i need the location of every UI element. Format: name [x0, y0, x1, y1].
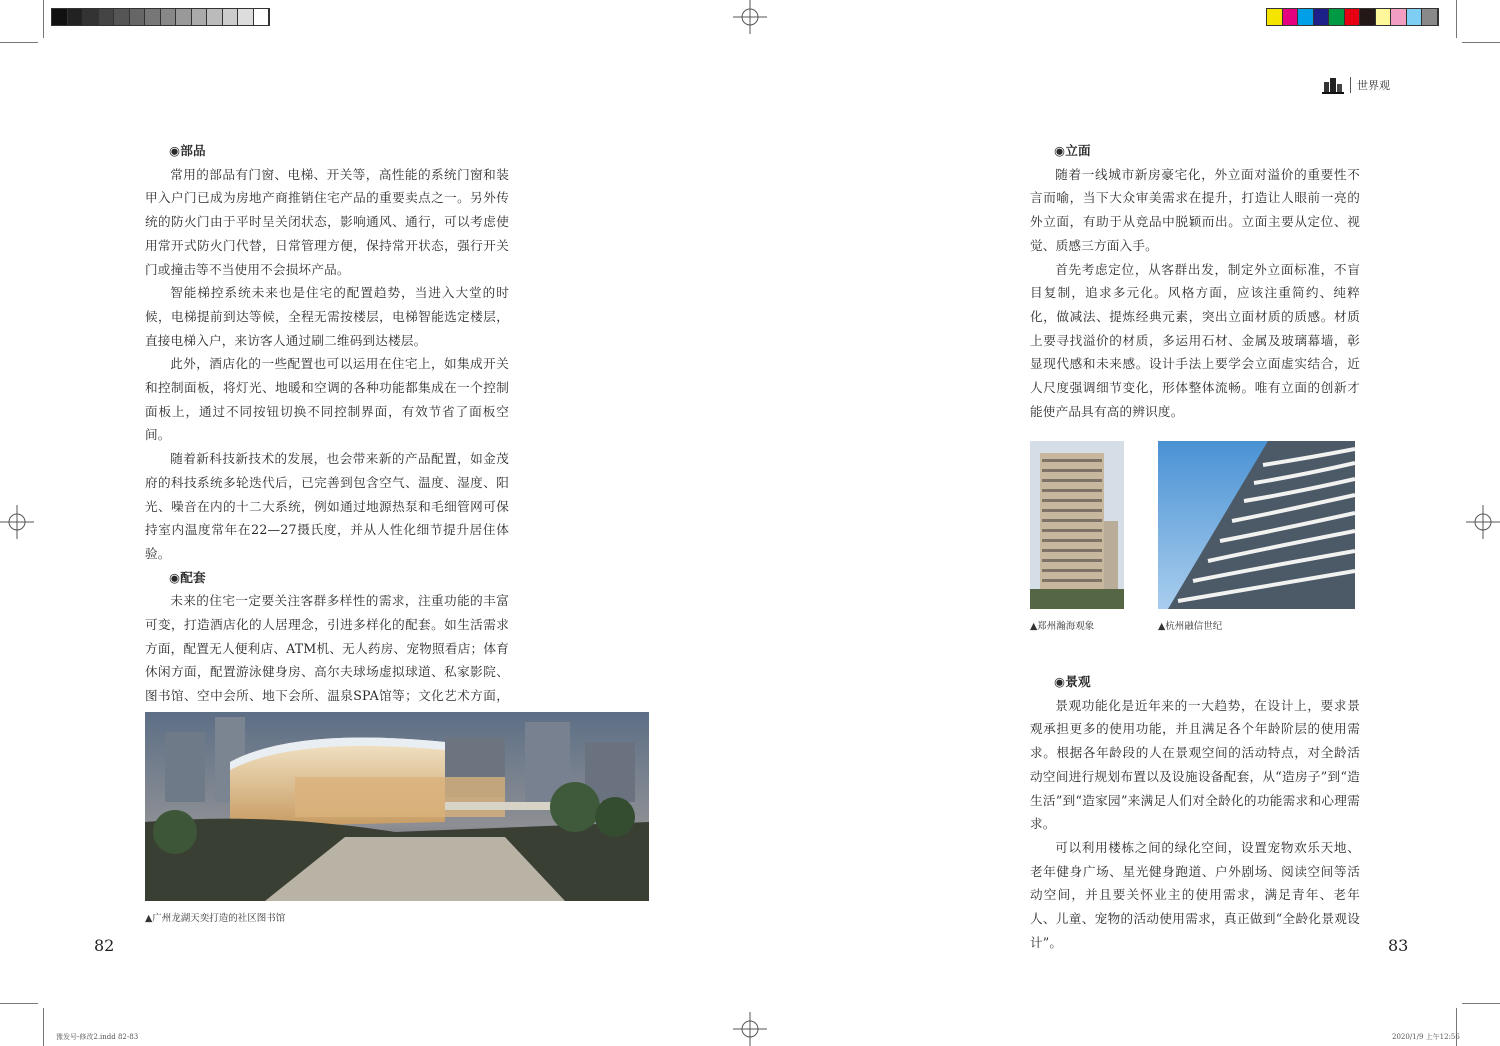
hangzhou-tower-photo [1158, 441, 1355, 609]
color-swatch [161, 9, 177, 25]
color-swatch [1360, 9, 1376, 25]
color-swatch [254, 9, 270, 25]
section-heading-landscape: ◉景观 [1054, 674, 1091, 689]
color-swatch [1314, 9, 1330, 25]
slug-filename: 豫发号-修改2.indd 82-83 [56, 1033, 139, 1041]
zhengzhou-tower-photo [1030, 441, 1124, 609]
color-swatch [130, 9, 146, 25]
registration-mark-icon [1466, 505, 1500, 539]
header-title: 世界观 [1357, 79, 1390, 92]
paragraph: 未来的住宅一定要关注客群多样性的需求，注重功能的丰富可变，打造酒店化的人居理念，引进多样化的配套。如生活需求方面，配置无人便利店、ATM机、无人药房、宠物照看店；体育休闲方面，配置游泳健身房、高尔夫球场虚拟球道、私家影院、图书馆、空中会所、地下会所、温泉SPA馆等；文化艺术方面， [145, 593, 509, 704]
color-swatch [238, 9, 254, 25]
paragraph: 首先考虑定位，从客群出发，制定外立面标准，不盲目复制，追求多元化。风格方面，应该注重简约、纯粹化，做减法、提炼经典元素，突出立面材质的质感。材质上要寻找溢价的材质，多运用石材、金属及玻璃幕墙，彰显现代感和未来感。设计手法上要学会立面虚实结合，近人尺度强调细节变化，形体整体流畅。唯有立面的创新才能使产品具有高的辨识度。 [1030, 261, 1360, 419]
color-swatch [1407, 9, 1423, 25]
grayscale-swatch-bar [51, 8, 270, 26]
library-photo [145, 712, 649, 901]
building-logo-icon [1322, 76, 1344, 94]
crop-mark [1462, 42, 1500, 43]
section-heading-parts: ◉部品 [169, 143, 206, 158]
photo-caption: ▲杭州融信世纪 [1158, 621, 1223, 632]
color-swatch [223, 9, 239, 25]
paragraph: 随着一线城市新房豪宅化，外立面对溢价的重要性不言而喻，当下大众审美需求在提升，打造让人眼前一亮的外立面，有助于从竞品中脱颖而出。立面主要从定位、视觉、质感三方面入手。 [1030, 166, 1360, 253]
color-swatch [1345, 9, 1361, 25]
color-swatch [1391, 9, 1407, 25]
crop-mark [1456, 0, 1457, 38]
paragraph: 随着新科技新技术的发展，也会带来新的产品配置，如金茂府的科技系统多轮迭代后，已完善到包含空气、温度、湿度、阳光、噪音在内的十二大系统，例如通过地源热泵和毛细管网可保持室内温度常年在22—27摄氏度，并从人性化细节提升居住体验。 [145, 451, 509, 561]
page-number-right: 83 [1388, 936, 1409, 955]
color-swatch [99, 9, 115, 25]
color-swatch [1329, 9, 1345, 25]
paragraph: 景观功能化是近年来的一大趋势，在设计上，要求景观承担更多的使用功能，并且满足各个年龄阶层的使用需求。根据各年龄段的人在景观空间的活动特点，对全龄活动空间进行规划布置以及设施设备配套，从“造房子”到“造生活”到“造家园”来满足人们对全龄化的功能需求和心理需求。 [1030, 697, 1360, 832]
color-swatch [1422, 9, 1438, 25]
crop-mark [1462, 1003, 1500, 1004]
color-swatch-bar [1266, 8, 1439, 26]
paragraph: 此外，酒店化的一些配置也可以运用在住宅上，如集成开关和控制面板，将灯光、地暖和空调的各种功能都集成在一个控制面板上，通过不同按钮切换不同控制界面，有效节省了面板空间。 [145, 356, 509, 443]
crop-mark [43, 0, 44, 38]
section-heading-amenities: ◉配套 [169, 569, 206, 585]
photo-caption: ▲广州龙湖天奕打造的社区图书馆 [145, 913, 286, 924]
section-heading-facade: ◉立面 [1054, 143, 1091, 158]
color-swatch [68, 9, 84, 25]
color-swatch [207, 9, 223, 25]
right-text-column-landscape [1030, 670, 1360, 954]
running-header [1322, 76, 1390, 94]
crop-mark [0, 42, 38, 43]
slug-timestamp: 2020/1/9 上午12:56 [1392, 1033, 1460, 1041]
photo-caption: ▲郑州瀚海观象 [1030, 621, 1095, 632]
color-swatch [176, 9, 192, 25]
color-swatch [145, 9, 161, 25]
header-divider [1350, 77, 1351, 93]
color-swatch [114, 9, 130, 25]
left-text-column [145, 139, 509, 755]
color-swatch [192, 9, 208, 25]
color-swatch [52, 9, 68, 25]
paragraph: 智能梯控系统未来也是住宅的配置趋势，当进入大堂的时候，电梯提前到达等候，全程无需按楼层，电梯智能选定楼层，直接电梯入户，来访客人通过刷二维码到达楼层。 [145, 285, 509, 348]
color-swatch [1267, 9, 1283, 25]
crop-mark [0, 1003, 38, 1004]
page-number-left: 82 [94, 936, 115, 955]
right-text-column [1030, 139, 1360, 423]
registration-mark-icon [733, 1012, 767, 1046]
crop-mark [43, 1008, 44, 1046]
color-swatch [83, 9, 99, 25]
color-swatch [1298, 9, 1314, 25]
registration-mark-icon [733, 0, 767, 34]
paragraph: 可以利用楼栋之间的绿化空间，设置宠物欢乐天地、老年健身广场、星光健身跑道、户外剧场、阅读空间等活动空间，并且要关怀业主的使用需求，满足青年、老年人、儿童、宠物的活动使用需求，真正做到“全龄化景观设计”。 [1030, 839, 1360, 950]
color-swatch [1376, 9, 1392, 25]
color-swatch [1283, 9, 1299, 25]
paragraph: 常用的部品有门窗、电梯、开关等，高性能的系统门窗和装甲入户门已成为房地产商推销住宅产品的重要卖点之一。另外传统的防火门由于平时呈关闭状态，影响通风、通行，可以考虑使用常开式防火门代替，日常管理方便，保持常开状态，强行开关门或撞击等不当使用不会损坏产品。 [145, 166, 509, 277]
registration-mark-icon [0, 505, 34, 539]
